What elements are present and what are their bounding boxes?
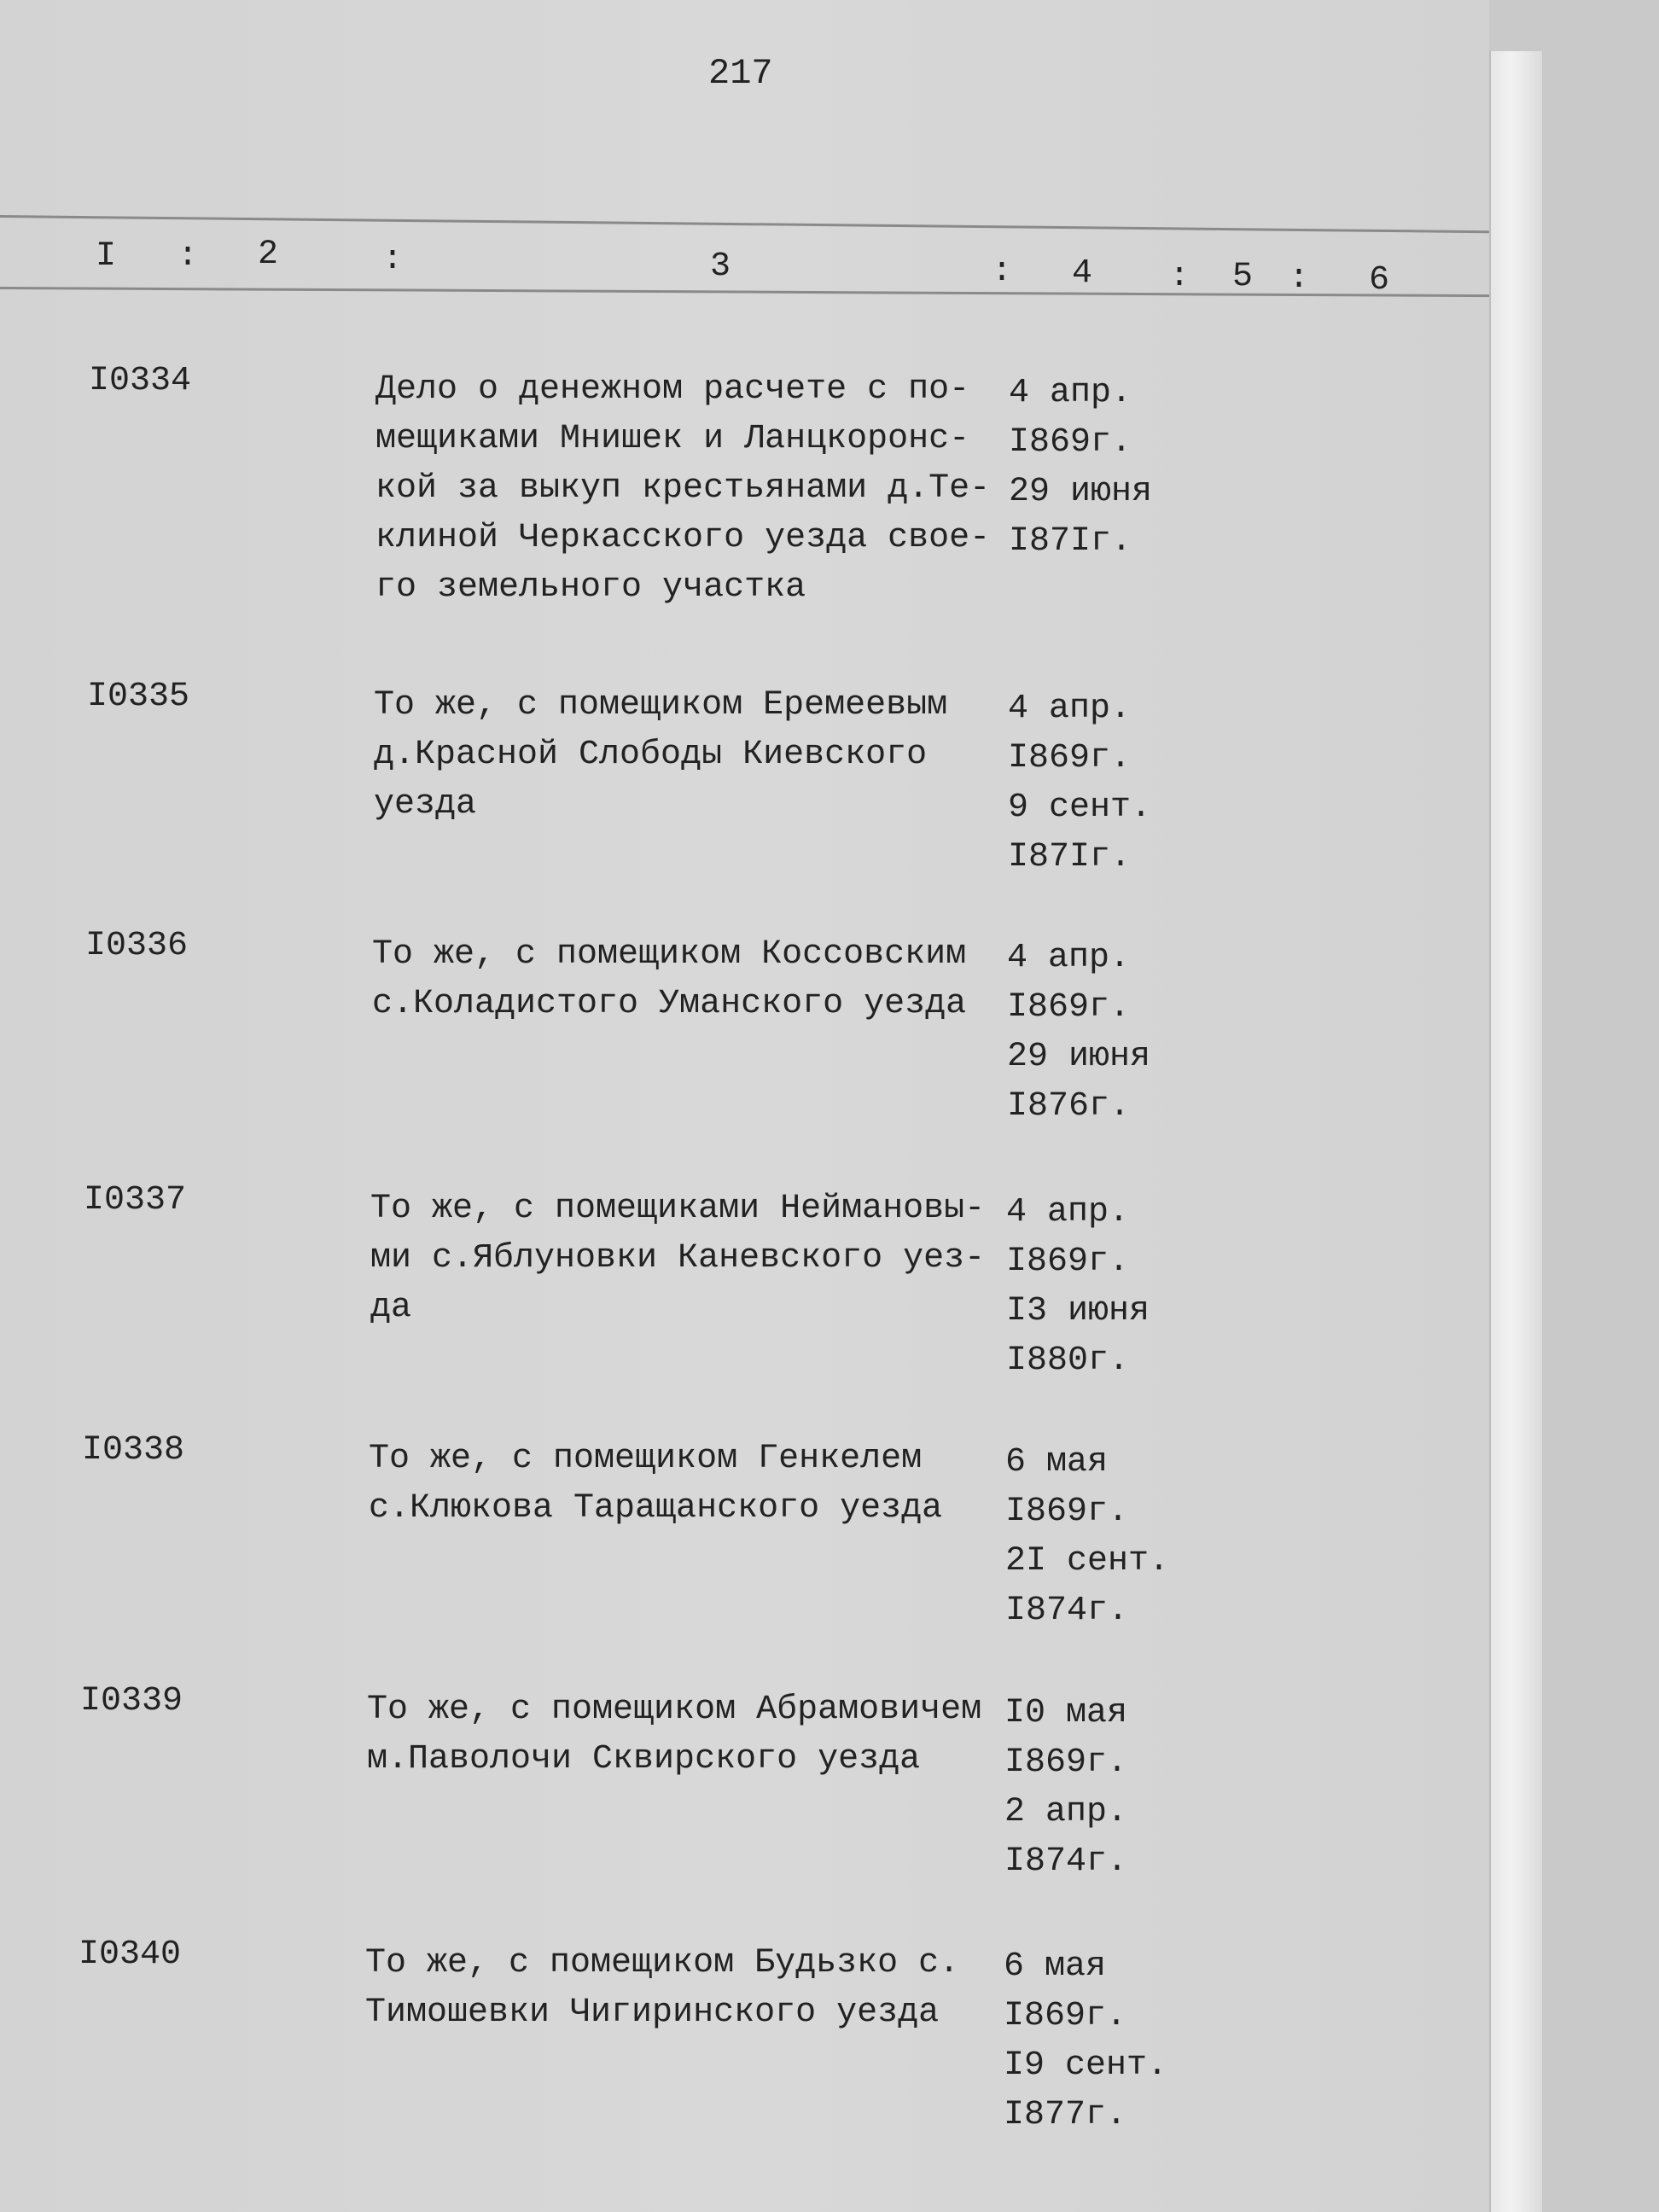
column-header-I: I xyxy=(96,237,117,276)
file-dates xyxy=(1004,1689,1127,1887)
description-line: То же, с помещиком Абрамовичем xyxy=(367,1691,982,1729)
file-description xyxy=(365,1939,959,2038)
file-description xyxy=(374,681,947,830)
description-line: уезда xyxy=(374,785,477,824)
description-line: То же, с помещиком Будьзко с. xyxy=(365,1944,960,1982)
column-separator: : xyxy=(1289,259,1310,298)
date-line: 4 апр. xyxy=(1008,690,1132,728)
file-number: I0335 xyxy=(87,678,190,716)
file-dates xyxy=(1008,684,1151,882)
date-line: I869г. xyxy=(1006,1243,1130,1281)
description-line: Тимошевки Чигиринского уезда xyxy=(365,1994,940,2032)
date-line: 4 апр. xyxy=(1007,939,1131,977)
date-line: 6 мая xyxy=(1004,1947,1107,1986)
date-line: I87Iг. xyxy=(1009,522,1132,561)
description-line: с.Коладистого Уманского уезда xyxy=(372,985,967,1023)
file-number: I0338 xyxy=(82,1431,185,1470)
column-header-4: 4 xyxy=(1072,254,1093,293)
date-line: 29 июня xyxy=(1009,473,1153,511)
description-line: То же, с помещиком Генкелем xyxy=(369,1440,923,1478)
description-line: ми с.Яблуновки Каневского уез- xyxy=(370,1239,986,1278)
column-separator: : xyxy=(382,241,404,279)
file-number: I0339 xyxy=(80,1682,183,1720)
column-header-3: 3 xyxy=(710,247,731,286)
description-line: м.Паволочи Сквирского уезда xyxy=(367,1740,921,1778)
page-number: 217 xyxy=(708,53,773,94)
date-line: I869г. xyxy=(1008,739,1132,777)
date-line: I3 июня xyxy=(1006,1292,1150,1330)
date-line: I876г. xyxy=(1007,1087,1131,1126)
date-line: I874г. xyxy=(1005,1592,1129,1630)
column-header-6: 6 xyxy=(1369,261,1390,300)
date-line: 4 апр. xyxy=(1006,1193,1130,1231)
column-separator: : xyxy=(992,253,1013,291)
description-line: с.Клюкова Таращанского уезда xyxy=(369,1489,943,1528)
date-line: 6 мая xyxy=(1005,1443,1109,1481)
description-line: То же, с помещиком Еремеевым xyxy=(374,686,948,725)
file-description xyxy=(367,1685,981,1784)
date-line: I0 мая xyxy=(1004,1694,1128,1732)
date-line: I9 сент. xyxy=(1004,2046,1168,2085)
description-line: го земельного участка xyxy=(375,568,806,607)
date-line: I869г. xyxy=(1005,1493,1129,1531)
date-line: I880г. xyxy=(1006,1342,1130,1380)
file-dates xyxy=(1005,1438,1169,1636)
date-line: I869г. xyxy=(1009,423,1132,462)
description-line: Дело о денежном расчете с по- xyxy=(375,370,970,409)
file-description xyxy=(372,930,966,1029)
file-dates xyxy=(1009,369,1152,567)
description-line: д.Красной Слободы Киевского xyxy=(374,736,928,774)
file-number: I0337 xyxy=(84,1181,187,1220)
file-number: I0334 xyxy=(89,362,192,400)
date-line: 2I сент. xyxy=(1005,1542,1170,1580)
file-number: I0340 xyxy=(79,1936,182,1974)
description-line: да xyxy=(370,1289,412,1327)
date-line: I869г. xyxy=(1004,1997,1127,2035)
file-dates xyxy=(1007,934,1150,1132)
date-line: 2 апр. xyxy=(1004,1793,1128,1831)
date-line: 9 сент. xyxy=(1008,789,1152,827)
page-stack-edge xyxy=(1489,51,1542,2212)
file-description xyxy=(370,1185,985,1333)
date-line: I869г. xyxy=(1007,988,1131,1027)
date-line: I87Iг. xyxy=(1008,838,1132,876)
date-line: I874г. xyxy=(1004,1842,1128,1881)
description-line: кой за выкуп крестьянами д.Те- xyxy=(375,469,991,508)
description-line: клиной Черкасского уезда свое- xyxy=(375,519,991,557)
column-header-2: 2 xyxy=(258,236,279,274)
column-separator: : xyxy=(178,237,199,276)
file-dates xyxy=(1004,1942,1167,2140)
date-line: I877г. xyxy=(1004,2096,1127,2134)
column-header-5: 5 xyxy=(1232,258,1254,296)
description-line: То же, с помещиком Коссовским xyxy=(372,935,967,974)
file-description xyxy=(375,365,990,613)
date-line: 4 апр. xyxy=(1009,374,1132,412)
column-separator: : xyxy=(1169,258,1190,296)
file-description xyxy=(369,1435,942,1534)
date-line: 29 июня xyxy=(1007,1038,1151,1076)
date-line: I869г. xyxy=(1004,1743,1128,1782)
file-number: I0336 xyxy=(85,927,189,965)
file-dates xyxy=(1006,1188,1150,1386)
description-line: То же, с помещиками Неймановы- xyxy=(370,1190,986,1228)
description-line: мещиками Мнишек и Ланцкоронс- xyxy=(375,420,970,458)
